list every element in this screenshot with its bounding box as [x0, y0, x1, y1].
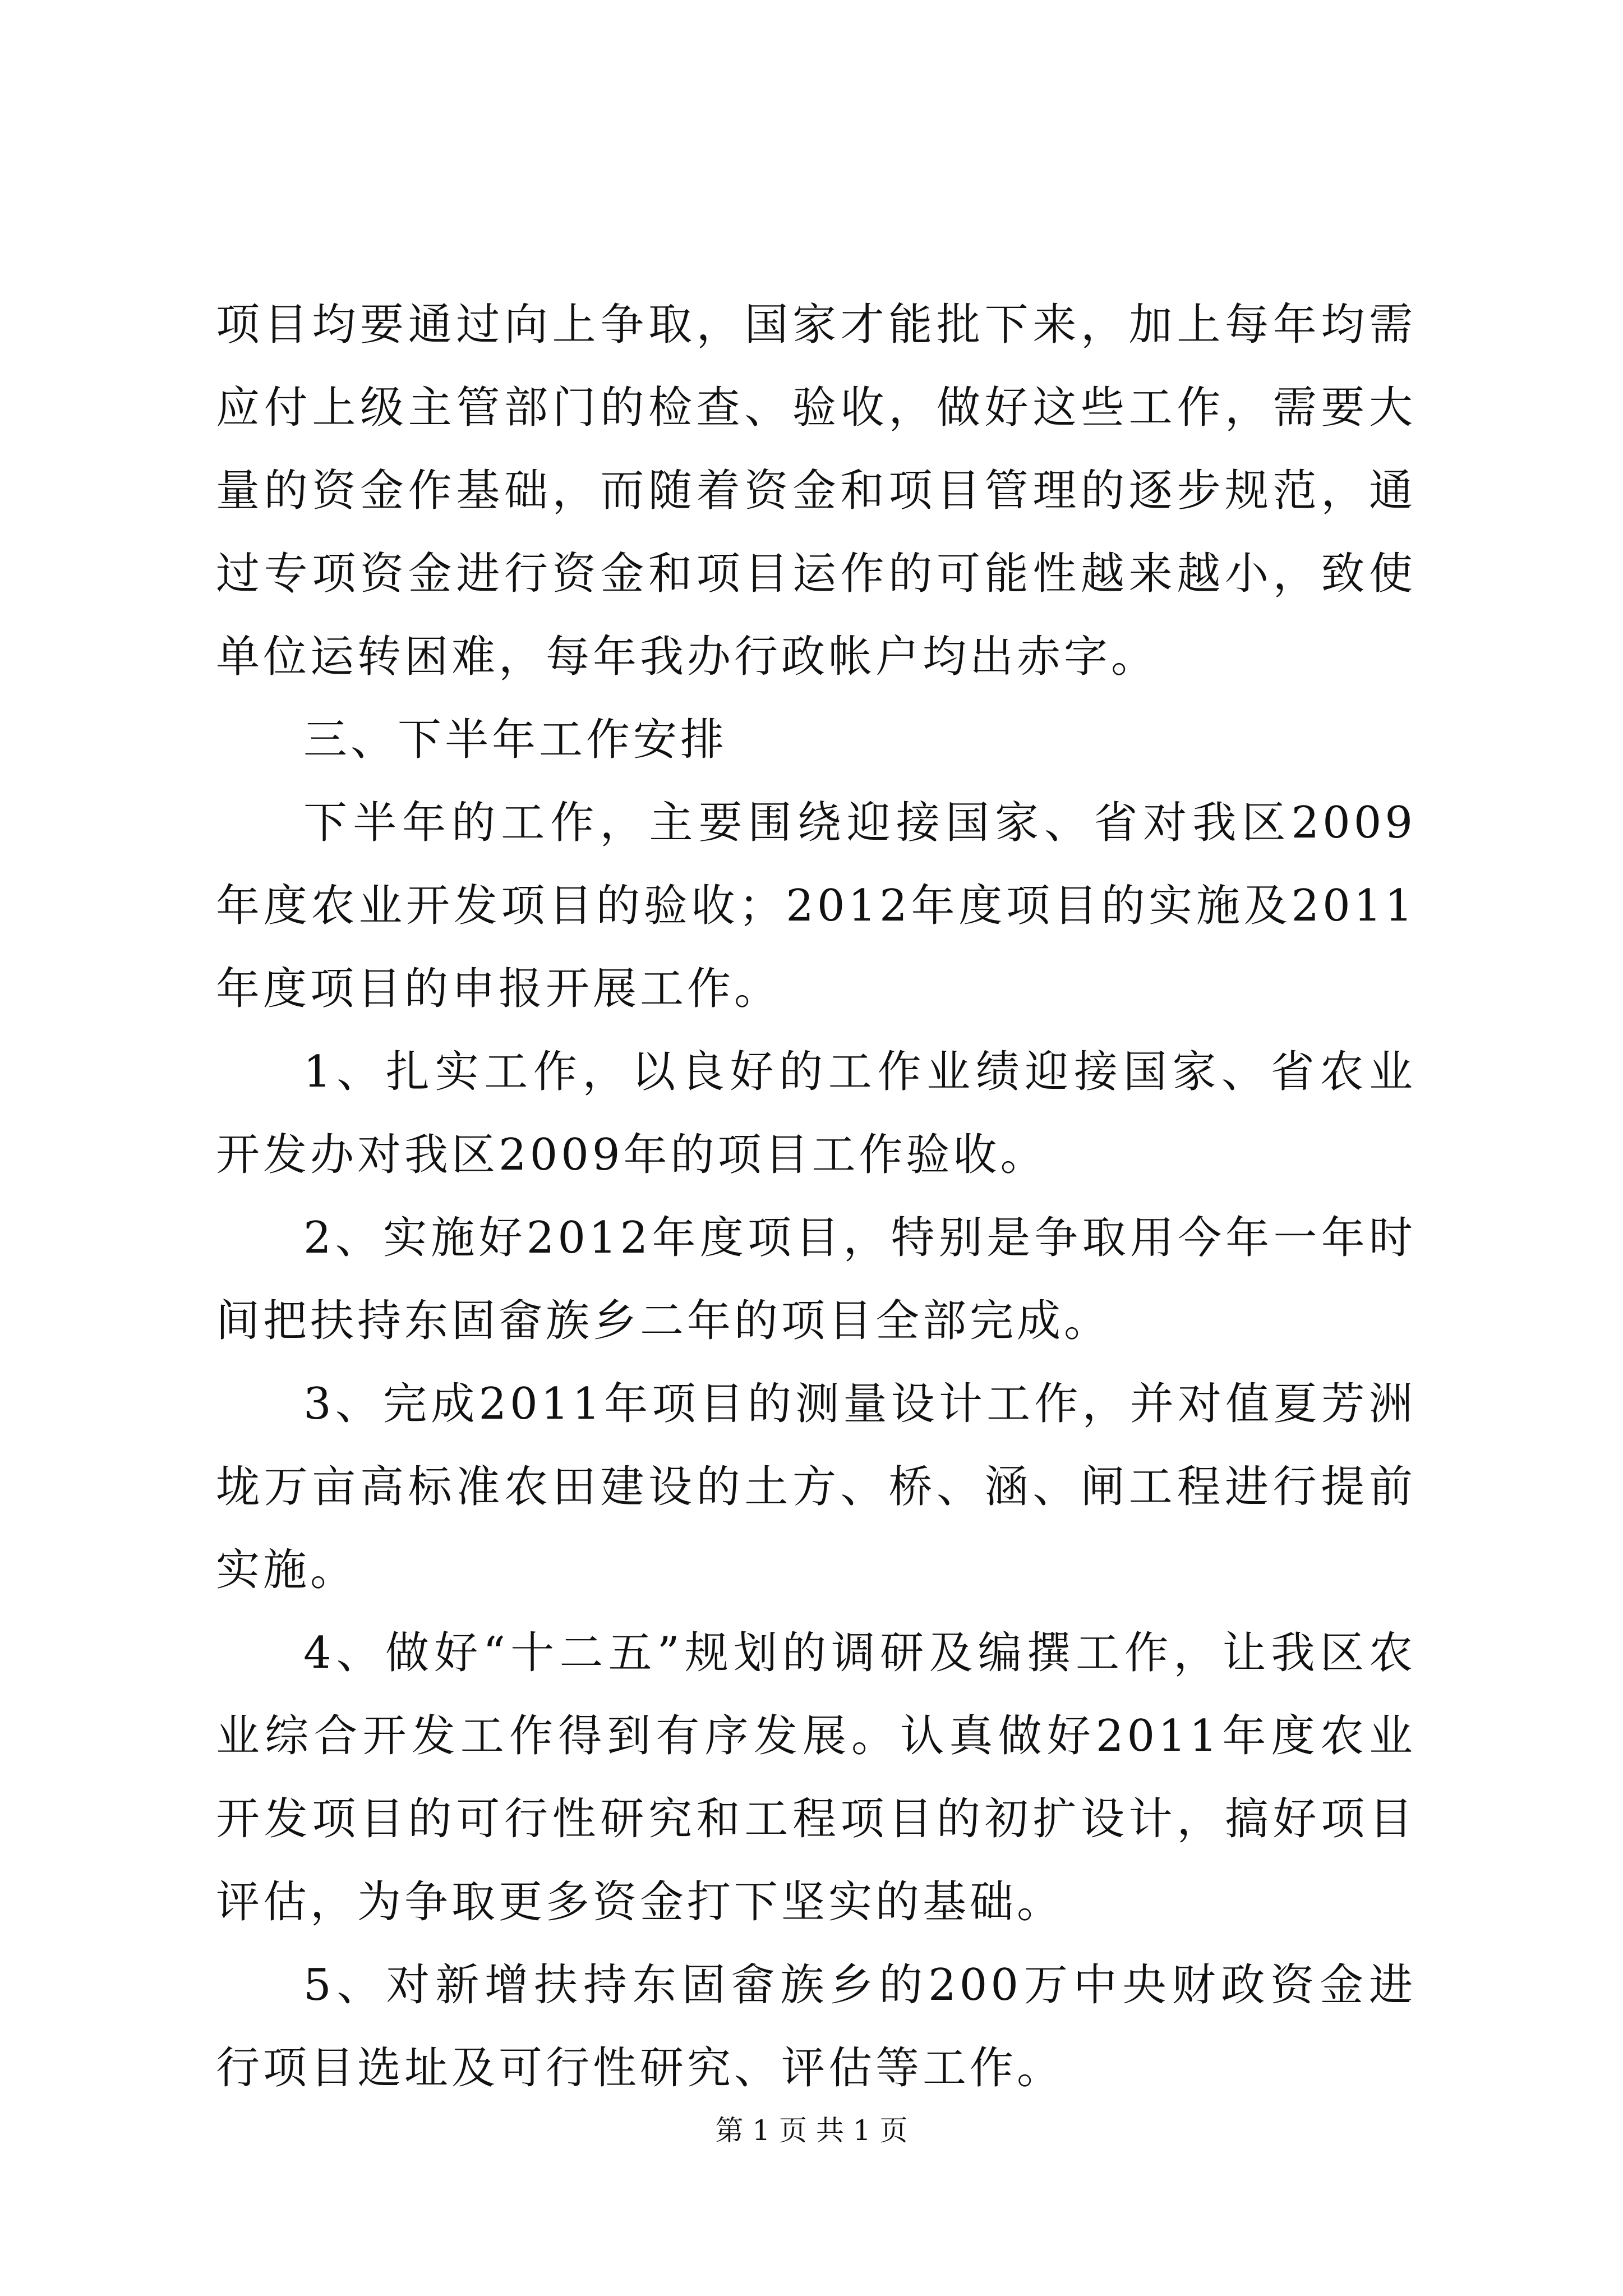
list-item-1: 1、扎实工作，以良好的工作业绩迎接国家、省农业开发办对我区2009年的项目工作验收。 [216, 1047, 1416, 1180]
page-number-footer: 第 1 页 共 1 页 [715, 2114, 908, 2147]
document-body [216, 283, 1416, 2110]
list-item-2: 2、实施好2012年度项目，特别是争取用今年一年时间把扶持东固畲族乡二年的项目全部完成。 [216, 1213, 1416, 1346]
list-item-3: 3、完成2011年项目的测量设计工作，并对值夏芳洲垅万亩高标准农田建设的土方、桥、涵、闸工程进行提前实施。 [216, 1379, 1416, 1595]
list-item-5: 5、对新增扶持东固畲族乡的200万中央财政资金进行项目选址及可行性研究、评估等工作。 [216, 1960, 1416, 2093]
section-heading: 三、下半年工作安排 [303, 715, 728, 765]
paragraph-intro: 下半年的工作，主要围绕迎接国家、省对我区2009年度农业开发项目的验收；2012年度项目的实施及2011年度项目的申报开展工作。 [216, 798, 1416, 1014]
paragraph-continuation: 项目均要通过向上争取，国家才能批下来，加上每年均需应付上级主管部门的检查、验收，做好这些工作，需要大量的资金作基础，而随着资金和项目管理的逐步规范，通过专项资金进行资金和项目运作的可能性越来越小，致使单位运转困难，每年我办行政帐户均出赤字。 [216, 300, 1416, 682]
list-item-4: 4、做好“十二五”规划的调研及编撰工作，让我区农业综合开发工作得到有序发展。认真做好2011年度农业开发项目的可行性研究和工程项目的初扩设计，搞好项目评估，为争取更多资金打下坚实的基础。 [216, 1628, 1416, 1927]
